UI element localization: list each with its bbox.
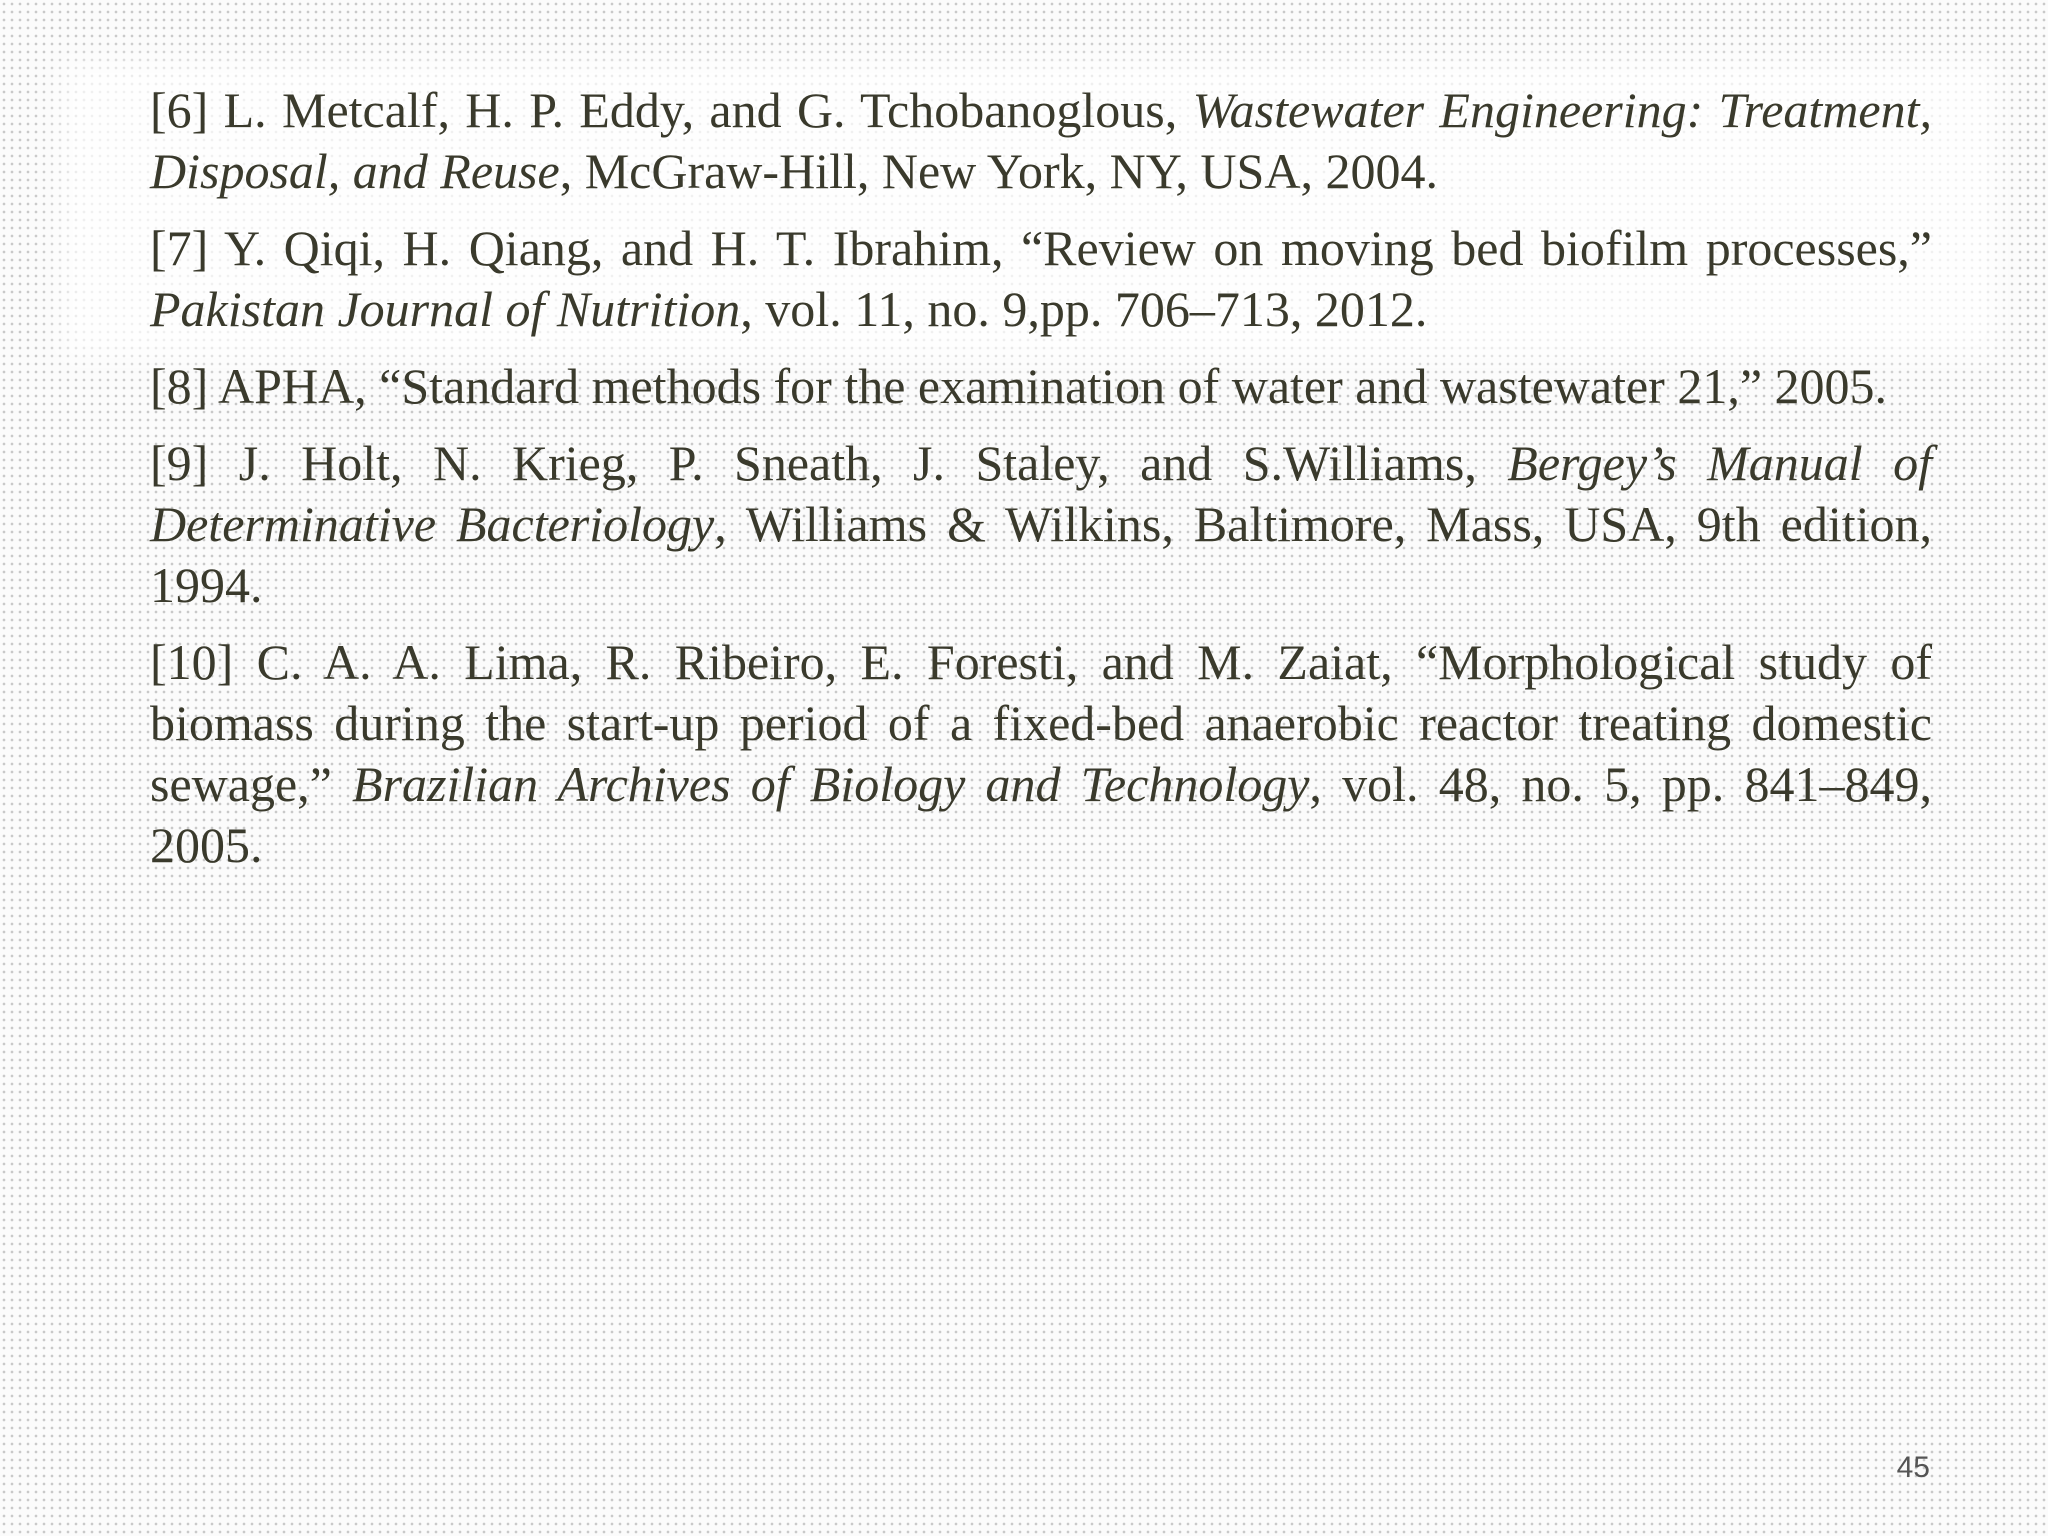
- reference-item: [150, 218, 1932, 340]
- reference-journal-title: Brazilian Archives of Biology and Technology: [352, 756, 1310, 812]
- reference-item: [150, 433, 1932, 616]
- reference-text: [8] APHA, “Standard methods for the examination of water and wastewater 21,” 2005.: [150, 358, 1888, 414]
- reference-text: [9] J. Holt, N. Krieg, P. Sneath, J. Staley, and S.Williams,: [150, 435, 1508, 491]
- reference-text: , McGraw-Hill, New York, NY, USA, 2004.: [559, 143, 1438, 199]
- reference-text: [6] L. Metcalf, H. P. Eddy, and G. Tchobanoglous,: [150, 82, 1193, 138]
- reference-item: [150, 356, 1932, 417]
- reference-book-title: Bergey’s Manual of Determinative Bacteriology: [150, 435, 1932, 552]
- reference-journal-title: Pakistan Journal of Nutrition: [150, 281, 741, 337]
- page-number: 45: [1896, 1451, 1930, 1484]
- reference-item: [150, 80, 1932, 202]
- reference-item: [150, 632, 1932, 876]
- reference-book-title: Wastewater Engineering: Treatment, Disposal, and Reuse: [150, 82, 1932, 199]
- reference-text: , Williams & Wilkins, Baltimore, Mass, USA, 9th edition, 1994.: [150, 496, 1932, 613]
- reference-text: , vol. 11, no. 9,pp. 706–713, 2012.: [740, 281, 1428, 337]
- reference-text: [10] C. A. A. Lima, R. Ribeiro, E. Foresti, and M. Zaiat, “Morphological study of biomass during the start-up period of a fixed-bed anaerobic reactor treating domestic sewage,”: [150, 634, 1932, 812]
- reference-text: , vol. 48, no. 5, pp. 841–849, 2005.: [150, 756, 1932, 873]
- reference-text: [7] Y. Qiqi, H. Qiang, and H. T. Ibrahim, “Review on moving bed biofilm processes,”: [150, 220, 1932, 276]
- reference-list: [150, 80, 1932, 892]
